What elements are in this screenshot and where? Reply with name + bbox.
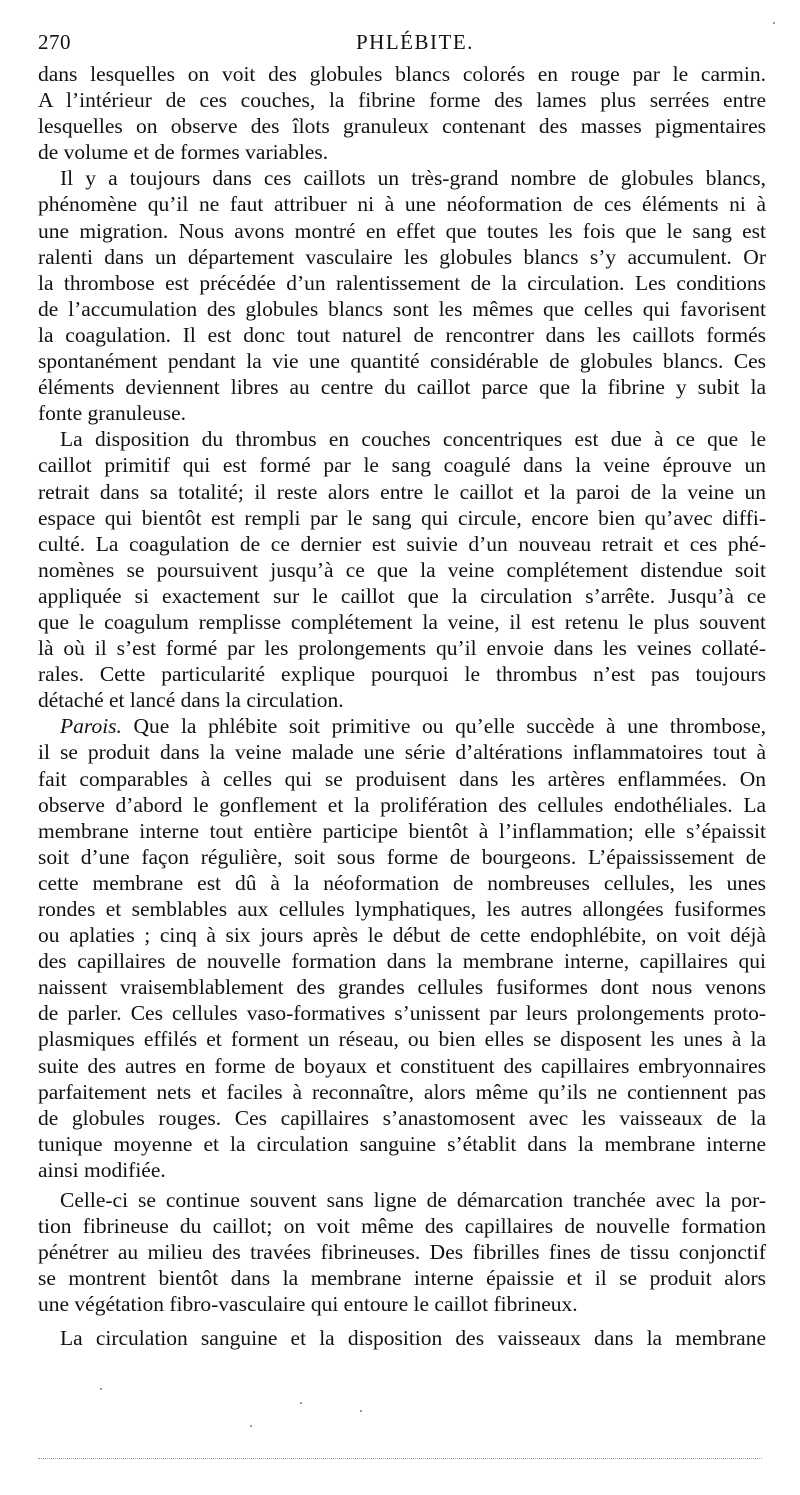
page-number: 270 [38,30,71,54]
text-line: soit d’une façon régulière, soit sous forme de bourgeons. L’épaississement de [38,844,766,869]
text-line: lesquelles on observe des îlots granuleux contenant des masses pigmentaires [38,114,766,139]
text-line: éléments deviennent libres au centre du caillot parce que la fibrine y subit la [38,375,766,400]
text-line: de parler. Ces cellules vaso-formatives s’unissent par leurs prolongements proto- [38,1001,766,1026]
text-line: fait comparables à celles qui se produisent dans les artères enflammées. On [38,766,766,791]
text-line: cette membrane est dû à la néoformation de nombreuses cellules, les unes [38,870,766,895]
paper-speck [360,1410,362,1412]
text-line: A l’intérieur de ces couches, la fibrine forme des lames plus serrées entre [38,88,766,113]
text-line: phénomène qu’il ne faut attribuer ni à une néoformation de ces éléments ni à [38,192,766,217]
text-line: fonte granuleuse. [38,401,187,426]
text-line: plasmiques effilés et forment un réseau, ou bien elles se disposent les unes à la [38,1027,766,1052]
text-line: parfaitement nets et faciles à reconnaître, alors même qu’ils ne contiennent pas [38,1079,766,1104]
text-line: nomènes se poursuivent jusqu’à ce que la veine complétement distendue soit [38,557,766,582]
footer-dotted-rule [38,1458,762,1459]
text-line: rondes et semblables aux cellules lymphatiques, les autres allongées fusiformes [38,897,766,921]
text-run: Que la phlébite soit primitive ou qu’elle succède à une thrombose, [121,714,766,739]
text-line: ou aplaties ; cinq à six jours après le début de cette endophlébite, on voit déjà [38,923,766,948]
text-line: Celle-ci se continue souvent sans ligne de démarcation tranchée avec la por- [60,1188,766,1213]
text-line: observe d’abord le gonflement et la prolifération des cellules endothéliales. La [38,792,766,817]
text-line: appliquée si exactement sur le caillot que la circulation s’arrête. Jusqu’à ce [38,583,766,608]
text-line: rales. Cette particularité explique pourquoi le thrombus n’est pas toujours [38,662,766,687]
text-line: de volume et de formes variables. [38,140,329,165]
paper-speck [300,1402,302,1404]
text-line: suite des autres en forme de boyaux et constituent des capillaires embryonnaires [38,1053,766,1078]
text-line: que le coagulum remplisse complétement la veine, il est retenu le plus souvent [38,609,766,634]
text-line: dans lesquelles on voit des globules blancs colorés en rouge par le carmin. [38,62,766,86]
text-line: espace qui bientôt est rempli par le sang qui circule, encore bien qu’avec diffi- [38,505,766,530]
text-line: culté. La coagulation de ce dernier est suivie d’un nouveau retrait et ces phé- [38,531,766,556]
text-line: La circulation sanguine et la disposition des vaisseaux dans la membrane [60,1325,766,1350]
text-line: pénétrer au milieu des travées fibrineuses. Des fibrilles fines de tissu conjonctif [38,1240,766,1265]
section-run-in-heading: Parois. [60,714,122,739]
text-line: membrane interne tout entière participe bientôt à l’inflammation; elle s’épaissit [38,818,766,843]
paper-speck [250,1425,252,1427]
text-line: tion fibrineuse du caillot; on voit même des capillaires de nouvelle formation [38,1214,766,1239]
text-line: une végétation fibro-vasculaire qui entoure le caillot fibrineux. [38,1292,578,1317]
text-line: il se produit dans la veine malade une série d’altérations inflammatoires tout à [38,740,766,765]
paper-speck [773,22,775,24]
text-line: la coagulation. Il est donc tout naturel de rencontrer dans les caillots formés [38,322,766,347]
text-line: là où il s’est formé par les prolongements qu’il envoie dans les veines collaté- [38,636,766,661]
text-line: spontanément pendant la vie une quantité considérable de globules blancs. Ces [38,349,766,374]
text-line: ralenti dans un département vasculaire les globules blancs s’y accumulent. Or [38,244,766,269]
text-line: de l’accumulation des globules blancs sont les mêmes que celles qui favorisent [38,296,766,321]
page-header [38,30,762,58]
text-line: tunique moyenne et la circulation sanguine s’établit dans la membrane interne [38,1131,766,1156]
text-line [38,713,766,739]
paper-speck [100,1388,102,1390]
text-line: retrait dans sa totalité; il reste alors entre le caillot et la paroi de la veine un [38,479,766,504]
text-line: se montrent bientôt dans la membrane interne épaissie et il se produit alors [38,1266,766,1291]
running-title: PHLÉBITE. [356,30,474,54]
text-line: caillot primitif qui est formé par le sang coagulé dans la veine éprouve un [38,453,766,478]
text-line: une migration. Nous avons montré en effet que toutes les fois que le sang est [38,218,766,243]
text-line: des capillaires de nouvelle formation dans la membrane interne, capillaires qui [38,949,766,974]
text-line: Il y a toujours dans ces caillots un très-grand nombre de globules blancs, [60,166,766,191]
text-line: la thrombose est précédée d’un ralentissement de la circulation. Les conditions [38,270,766,295]
text-line: de globules rouges. Ces capillaires s’anastomosent avec les vaisseaux de la [38,1105,766,1130]
text-line: La disposition du thrombus en couches concentriques est due à ce que le [60,427,766,452]
text-line: détaché et lancé dans la circulation. [38,688,344,713]
text-line: ainsi modifiée. [38,1157,166,1182]
text-line: naissent vraisemblablement des grandes cellules fusiformes dont nous venons [38,975,766,1000]
body-text [38,61,766,1351]
